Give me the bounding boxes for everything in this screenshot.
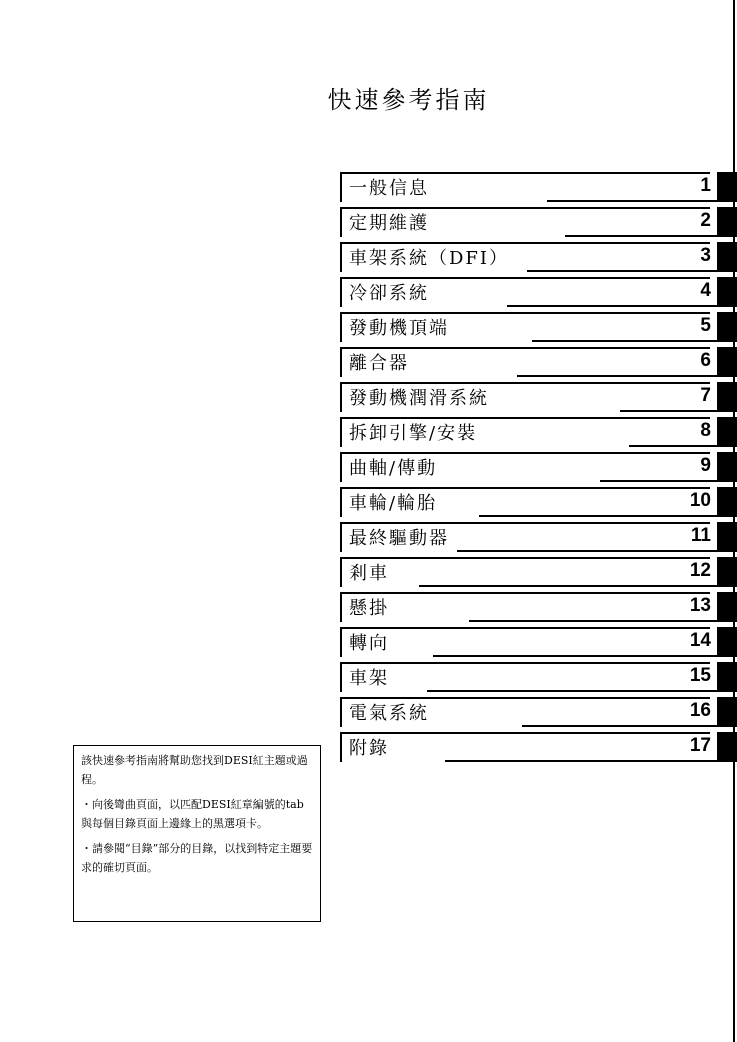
toc-item-label: 車架: [349, 668, 389, 689]
black-tab: [717, 382, 737, 412]
toc-item-1[interactable]: [340, 172, 737, 202]
bottom-rule: [620, 410, 717, 412]
toc-item-label: 拆卸引擎/安裝: [349, 423, 478, 444]
bottom-rule: [445, 760, 717, 762]
bracket: [340, 242, 342, 272]
bracket: [340, 557, 342, 587]
note-paragraph-3: ・請參閱“目錄”部分的目錄，以找到特定主題要求的確切頁面。: [81, 842, 313, 874]
bracket: [340, 312, 342, 342]
toc-item-number: 7: [700, 385, 711, 406]
toc-item-number: 4: [700, 280, 711, 301]
bracket: [340, 382, 342, 412]
toc-item-number: 11: [690, 525, 711, 546]
toc-item-number: 9: [700, 455, 711, 476]
bracket: [340, 627, 342, 657]
black-tab: [717, 417, 737, 447]
toc-item-number: 16: [689, 700, 711, 721]
page-edge-line: [733, 0, 735, 1042]
toc-item-2[interactable]: [340, 207, 737, 237]
bottom-rule: [629, 445, 717, 447]
bottom-rule: [547, 200, 717, 202]
bracket: [340, 487, 342, 517]
bottom-rule: [427, 690, 717, 692]
toc-item-label: 冷卻系統: [349, 283, 429, 304]
toc-item-label: 最終驅動器: [349, 528, 449, 549]
toc-item-number: 10: [689, 490, 711, 511]
black-tab: [717, 732, 737, 762]
toc-item-number: 13: [689, 595, 711, 616]
bottom-rule: [433, 655, 717, 657]
note-paragraph-2: ・向後彎曲頁面，以匹配DESI紅章編號的tab與每個目錄頁面上邊緣上的黑選項卡。: [81, 798, 304, 830]
bottom-rule: [600, 480, 717, 482]
bracket: [340, 417, 342, 447]
toc-item-13[interactable]: [340, 592, 737, 622]
top-rule: [340, 627, 710, 629]
bracket: [340, 347, 342, 377]
toc-item-label: 離合器: [349, 353, 409, 374]
toc-item-label: 轉向: [349, 633, 389, 654]
note-paragraph-1: 該快速參考指南將幫助您找到DESI紅主題或過程。: [81, 754, 308, 786]
toc-item-9[interactable]: [340, 452, 737, 482]
toc-item-number: 6: [700, 350, 711, 371]
toc-item-number: 12: [689, 560, 711, 581]
toc-item-10[interactable]: [340, 487, 737, 517]
black-tab: [717, 347, 737, 377]
top-rule: [340, 732, 710, 734]
toc-item-label: 定期維護: [349, 213, 429, 234]
toc-item-number: 8: [700, 420, 711, 441]
bracket: [340, 522, 342, 552]
black-tab: [717, 452, 737, 482]
toc-item-5[interactable]: [340, 312, 737, 342]
toc-item-3[interactable]: [340, 242, 737, 272]
toc-item-12[interactable]: [340, 557, 737, 587]
toc-item-4[interactable]: [340, 277, 737, 307]
bracket: [340, 207, 342, 237]
bracket: [340, 697, 342, 727]
toc-item-14[interactable]: [340, 627, 737, 657]
black-tab: [717, 312, 737, 342]
bottom-rule: [507, 305, 717, 307]
toc-item-label: 曲軸/傳動: [349, 458, 438, 479]
toc-item-label: 一般信息: [349, 178, 429, 199]
toc-item-label: 附錄: [349, 738, 389, 759]
black-tab: [717, 697, 737, 727]
bottom-rule: [527, 270, 717, 272]
top-rule: [340, 592, 710, 594]
toc-item-label: 懸掛: [349, 598, 389, 619]
toc-item-label: 發動機頂端: [349, 318, 449, 339]
toc-item-15[interactable]: [340, 662, 737, 692]
toc-item-number: 15: [689, 665, 711, 686]
bottom-rule: [479, 515, 717, 517]
page-title: 快速參考指南: [327, 86, 490, 114]
bottom-rule: [522, 725, 717, 727]
bracket: [340, 592, 342, 622]
bracket: [340, 732, 342, 762]
top-rule: [340, 557, 710, 559]
bottom-rule: [419, 585, 717, 587]
black-tab: [717, 242, 737, 272]
black-tab: [717, 627, 737, 657]
black-tab: [717, 487, 737, 517]
toc-item-label: 剎車: [349, 563, 389, 584]
black-tab: [717, 557, 737, 587]
toc-item-17[interactable]: [340, 732, 737, 762]
bracket: [340, 277, 342, 307]
guide-note-box: [73, 745, 321, 922]
toc-item-16[interactable]: [340, 697, 737, 727]
toc-item-11[interactable]: [340, 522, 737, 552]
toc-item-7[interactable]: [340, 382, 737, 412]
bottom-rule: [565, 235, 717, 237]
black-tab: [717, 662, 737, 692]
toc-item-6[interactable]: [340, 347, 737, 377]
toc-item-number: 5: [700, 315, 711, 336]
black-tab: [717, 277, 737, 307]
bottom-rule: [532, 340, 717, 342]
black-tab: [717, 522, 737, 552]
black-tab: [717, 207, 737, 237]
toc-item-number: 1: [700, 175, 711, 196]
bracket: [340, 452, 342, 482]
toc-item-number: 17: [689, 735, 711, 756]
toc-item-label: 電氣系統: [349, 703, 429, 724]
black-tab: [717, 172, 737, 202]
toc-item-number: 2: [700, 210, 711, 231]
bracket: [340, 662, 342, 692]
toc-item-label: 車架系統（DFI）: [349, 248, 510, 269]
bracket: [340, 172, 342, 202]
top-rule: [340, 662, 710, 664]
toc-item-8[interactable]: [340, 417, 737, 447]
black-tab: [717, 592, 737, 622]
toc-item-number: 14: [689, 630, 711, 651]
bottom-rule: [469, 620, 717, 622]
bottom-rule: [517, 375, 717, 377]
toc-item-label: 發動機潤滑系統: [349, 388, 489, 409]
toc-item-label: 車輪/輪胎: [349, 493, 438, 514]
toc-item-number: 3: [700, 245, 711, 266]
bottom-rule: [457, 550, 717, 552]
